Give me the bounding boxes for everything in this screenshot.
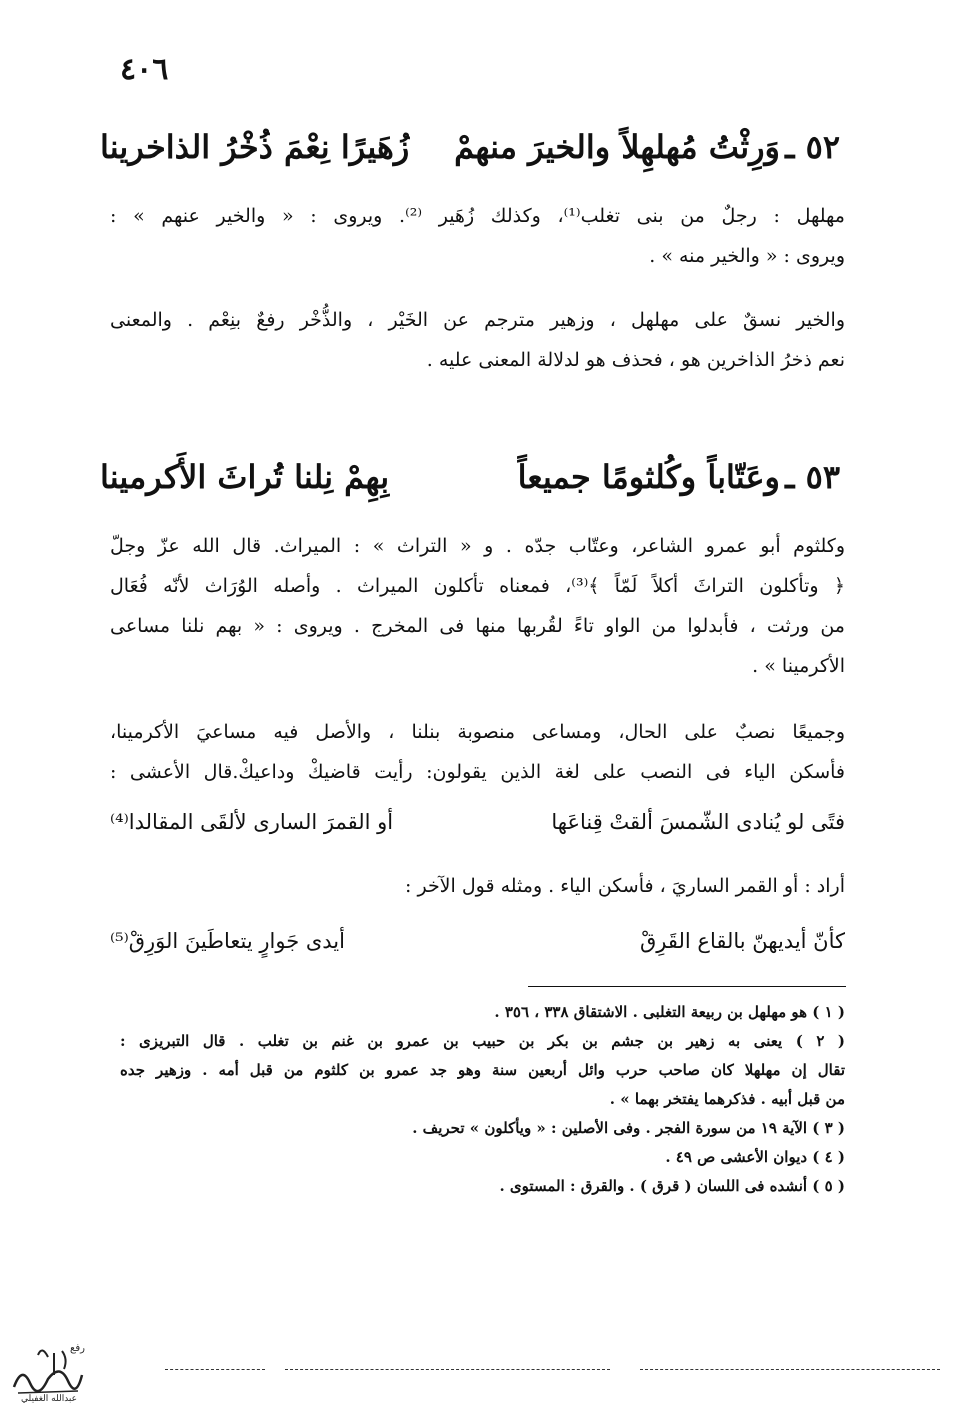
- poem-hemistich-second: أيدى جَوارٍ يتعاطَينَ الوَرِقْ⁽⁵⁾: [110, 929, 345, 953]
- commentary-paragraph-4: [110, 712, 845, 792]
- footnote-continuation: تقال إن مهلهلا كان صاحب حرب وائل أربعين سنة وهو جد عمرو بن كلثوم من قبل أمه . وزهير جده: [120, 1061, 845, 1079]
- verse-hemistich-first: وَرِثْتُ مُهلهِلاً والخيرَ منهمْ: [454, 128, 780, 166]
- footnote: ( ٣ ) الآية ١٩ من سورة الفجر . وفى الأصلين : « ويأكلون » تحريف .: [412, 1119, 845, 1137]
- poem-hemistich-second: أو القمرَ السارى لألقَى المقالدا⁽⁴⁾: [110, 810, 394, 834]
- text-line: وكلثوم أبو عمرو الشاعر، وعتّاب جدّه . و « التراث » : الميراث. قال الله عزّ وجلّ: [110, 535, 845, 557]
- text-line: من ورثت ، فأبدلوا من الواو تاءً لقُربها منها فى المخرج . ويروى : « بهم نلنا مساعى: [110, 615, 845, 637]
- verse-number: ٥٣ ـ: [785, 458, 840, 496]
- footnote-separator: [528, 986, 846, 987]
- text-line: ﴿ وتأكلون التراثَ أكلاً لَمّاً ﴾⁽³⁾، فمعناه تأكلون الميراث . وأصله الوُرَاث لأنّه فُعَال: [110, 575, 846, 597]
- commentary-paragraph-2: [110, 300, 845, 380]
- verse-number: ٥٢ ـ: [785, 128, 840, 166]
- text-line: والخير نسقٌ على مهلهل ، وزهير مترجم عن الخَيْر ، والذُّخْر رفعٌ بنِعْم . والمعنى: [110, 309, 845, 331]
- verse-52: [100, 128, 840, 176]
- poem-verse-2: [110, 916, 845, 966]
- bottom-divider: [285, 1369, 610, 1370]
- commentary-paragraph-1: [110, 196, 845, 276]
- verse-hemistich-second: بِهِمْ نِلنا تُراثَ الأَكرمينا: [100, 458, 390, 496]
- text-line: أراد : أو القمر الساريَ ، فأسكن الياء . ومثله قول الآخر :: [405, 875, 845, 897]
- bottom-divider: [640, 1369, 940, 1370]
- poem-hemistich-first: فتًى لو يُنادى الشّمسَ ألقتْ قِناعَها: [551, 810, 845, 834]
- text-line: الأكرمينا » .: [752, 655, 845, 677]
- footnotes: [120, 998, 845, 1201]
- commentary-paragraph-5: [110, 866, 845, 906]
- bottom-divider: [165, 1369, 265, 1370]
- commentary-paragraph-3: [110, 526, 845, 686]
- poem-hemistich-first: كأنّ أيديهنّ بالقاع القَرِقْ: [640, 929, 845, 953]
- footnote: ( ٥ ) أنشده فى اللسان ( قرق ) . والقرق : المستوى .: [499, 1177, 845, 1195]
- text-line: فأسكن الياء فى النصب على لغة الذين يقولون: رأيت قاضيكْ وداعيكْ.قال الأعشى :: [110, 761, 845, 783]
- stamp-caption: عبدالله الغفيلي: [20, 1394, 78, 1404]
- verse-hemistich-first: وعَتّاباً وكُلثومًا جميعاً: [517, 458, 780, 496]
- verse-53: [100, 458, 840, 506]
- page-number: ٤٠٦: [120, 52, 169, 87]
- footnote: ( ٤ ) ديوان الأعشى ص ٤٩ .: [665, 1148, 845, 1166]
- text-line: ويروى : « والخير منه » .: [649, 245, 845, 267]
- footnote: ( ٢ ) يعنى به زهير بن جشم بن بكر بن حبيب بن عمرو بن غنم بن تغلب . قال التبريزى :: [120, 1032, 845, 1050]
- text-line: وجميعًا نصبٌ على الحال، ومساعى منصوبة بنلنا ، والأصل فيه مساعيَ الأكرمينا،: [110, 721, 845, 743]
- text-line: نعم ذخرُ الذاخرين هو ، فحذف هو لدلالة المعنى عليه .: [426, 349, 845, 371]
- footnote: ( ١ ) هو مهلهل بن ربيعة التغلبى . الاشتقاق ٣٣٨ ، ٣٥٦ .: [494, 1003, 845, 1021]
- text-line: مهلهل : رجلٌ من بنى تغلب⁽¹⁾، وكذلك زُهَير ⁽²⁾. ويروى : « والخير عنهم » :: [110, 205, 845, 227]
- footnote-continuation: من قبل أبيه . فذكرهما يفتخر بهما » .: [609, 1090, 845, 1108]
- stamp-lettering: رفع: [70, 1343, 85, 1354]
- poem-verse-1: [110, 797, 845, 847]
- verse-hemistich-second: زُهَيرًا نِعْمَ ذُخْرُ الذاخرينا: [100, 128, 410, 166]
